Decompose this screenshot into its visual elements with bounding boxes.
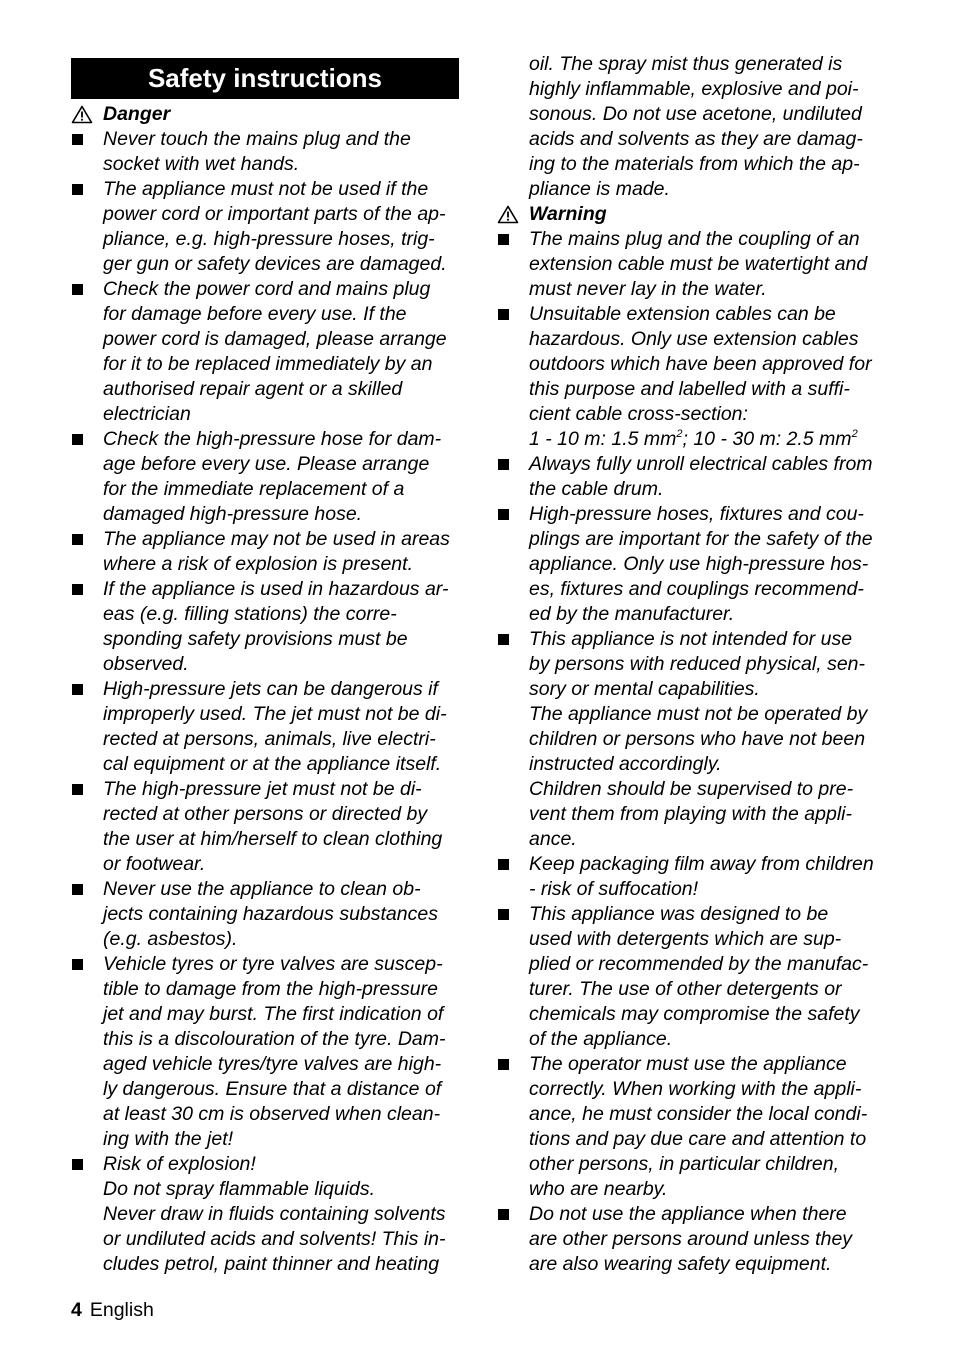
text-line: sonous. Do not use acetone, undiluted	[529, 103, 862, 125]
text-line: Check the power cord and mains plug	[103, 278, 431, 300]
text-line: authorised repair agent or a skilled	[103, 378, 403, 400]
text-line: this purpose and labelled with a suffi-	[529, 378, 850, 400]
text-line: oil. The spray mist thus generated is	[529, 53, 843, 75]
list-item	[497, 502, 889, 627]
text-line: or footwear.	[103, 853, 206, 875]
list-item	[71, 1152, 459, 1277]
text-line: This appliance was designed to be	[529, 903, 829, 925]
square-bullet-icon	[72, 134, 83, 145]
text-line: this is a discolouration of the tyre. Dam-	[103, 1028, 446, 1050]
text-line: ing to the materials from which the ap-	[529, 153, 860, 175]
text-line: Children should be supervised to pre-	[529, 778, 854, 800]
footer-language: English	[89, 1299, 154, 1321]
list-item	[71, 127, 459, 177]
list-item	[71, 177, 459, 277]
text-line: The mains plug and the coupling of an	[529, 228, 860, 250]
text-line: tions and pay due care and attention to	[529, 1128, 867, 1150]
text-line: es, fixtures and couplings recommend-	[529, 578, 864, 600]
list-item	[71, 527, 459, 577]
text-line: hazardous. Only use extension cables	[529, 328, 859, 350]
right-stack	[497, 52, 889, 1277]
text-line: of the appliance.	[529, 1028, 673, 1050]
text-line: chemicals may compromise the safety	[529, 1003, 860, 1025]
warning-list	[497, 227, 889, 1277]
text-line: cal equipment or at the appliance itself.	[103, 753, 442, 775]
text-line: by persons with reduced physical, sen-	[529, 653, 866, 675]
warning-heading	[497, 202, 889, 227]
text-line: socket with wet hands.	[103, 153, 300, 175]
warning-label: Warning	[529, 203, 607, 225]
square-bullet-icon	[72, 959, 83, 970]
text-line: The operator must use the appliance	[529, 1053, 847, 1075]
warning-triangle-icon	[497, 205, 519, 224]
text-line: at least 30 cm is observed when clean-	[103, 1103, 441, 1125]
danger-label: Danger	[103, 103, 171, 125]
text-line: for the immediate replacement of a	[103, 478, 405, 500]
text-line: ly dangerous. Ensure that a distance of	[103, 1078, 442, 1100]
continued-text	[497, 52, 889, 202]
list-item	[71, 777, 459, 877]
square-bullet-icon	[72, 534, 83, 545]
text-line: (e.g. asbestos).	[103, 928, 238, 950]
text-line: appliance. Only use high-pressure hos-	[529, 553, 869, 575]
square-bullet-icon	[72, 434, 83, 445]
spec-superscript: 2	[851, 428, 858, 440]
text-line: ance.	[529, 828, 577, 850]
text-line: High-pressure hoses, fixtures and cou-	[529, 503, 864, 525]
danger-heading	[71, 102, 459, 127]
text-line: rected at other persons or directed by	[103, 803, 428, 825]
list-item	[497, 902, 889, 1052]
list-item	[71, 677, 459, 777]
text-line: used with detergents which are sup-	[529, 928, 842, 950]
text-line: other persons, in particular children,	[529, 1153, 839, 1175]
text-line: improperly used. The jet must not be di-	[103, 703, 447, 725]
text-line: jects containing hazardous substances	[103, 903, 438, 925]
text-line: plings are important for the safety of the	[529, 528, 873, 550]
text-line: cludes petrol, paint thinner and heating	[103, 1253, 440, 1275]
text-line: Do not spray flammable liquids.	[103, 1178, 376, 1200]
text-line: highly inflammable, explosive and poi-	[529, 78, 859, 100]
text-line: Always fully unroll electrical cables from	[529, 453, 873, 475]
text-line: Never draw in fluids containing solvents	[103, 1203, 446, 1225]
square-bullet-icon	[72, 884, 83, 895]
text-line: acids and solvents as they are damag-	[529, 128, 863, 150]
square-bullet-icon	[72, 184, 83, 195]
square-bullet-icon	[498, 859, 509, 870]
text-line: who are nearby.	[529, 1178, 668, 1200]
text-line: are also wearing safety equipment.	[529, 1253, 832, 1275]
text-line: rected at persons, animals, live electri-	[103, 728, 436, 750]
text-line: or undiluted acids and solvents! This in-	[103, 1228, 446, 1250]
square-bullet-icon	[72, 784, 83, 795]
text-line: pliance, e.g. high-pressure hoses, trig-	[103, 228, 435, 250]
text-line: High-pressure jets can be dangerous if	[103, 678, 438, 700]
list-item	[497, 1052, 889, 1202]
text-line: The appliance must not be operated by	[529, 703, 868, 725]
text-line: correctly. When working with the appli-	[529, 1078, 862, 1100]
text-line: cient cable cross-section:	[529, 403, 748, 425]
danger-section	[71, 102, 459, 1277]
list-item	[497, 852, 889, 902]
page-title: Safety instructions	[71, 58, 459, 99]
list-item	[71, 877, 459, 952]
text-line: extension cable must be watertight and	[529, 253, 868, 275]
text-line: pliance is made.	[529, 178, 670, 200]
square-bullet-icon	[498, 234, 509, 245]
text-line: Unsuitable extension cables can be	[529, 303, 836, 325]
text-line: sponding safety provisions must be	[103, 628, 408, 650]
text-line: are other persons around unless they	[529, 1228, 853, 1250]
page-footer	[71, 1298, 154, 1323]
text-line: Vehicle tyres or tyre valves are suscep-	[103, 953, 443, 975]
square-bullet-icon	[498, 309, 509, 320]
square-bullet-icon	[498, 459, 509, 470]
text-line: The appliance may not be used in areas	[103, 528, 450, 550]
text-line: the user at him/herself to clean clothing	[103, 828, 443, 850]
spec-part: 1 - 10 m: 1.5 mm	[529, 428, 677, 450]
text-line: ing with the jet!	[103, 1128, 234, 1150]
list-item	[71, 277, 459, 427]
list-item	[497, 302, 889, 452]
text-line: Never use the appliance to clean ob-	[103, 878, 421, 900]
text-line: children or persons who have not been	[529, 728, 866, 750]
page-number: 4	[71, 1299, 82, 1321]
text-line: ed by the manufacturer.	[529, 603, 735, 625]
list-item	[497, 227, 889, 302]
text-line: - risk of suffocation!	[529, 878, 699, 900]
text-line: The high-pressure jet must not be di-	[103, 778, 422, 800]
text-line: observed.	[103, 653, 189, 675]
square-bullet-icon	[498, 1059, 509, 1070]
text-line: turer. The use of other detergents or	[529, 978, 842, 1000]
text-line: plied or recommended by the manufac-	[529, 953, 869, 975]
text-line: damaged high-pressure hose.	[103, 503, 363, 525]
text-line: Never touch the mains plug and the	[103, 128, 411, 150]
list-item	[71, 577, 459, 677]
text-line: Do not use the appliance when there	[529, 1203, 847, 1225]
text-line: for it to be replaced immediately by an	[103, 353, 433, 375]
text-line: power cord is damaged, please arrange	[103, 328, 447, 350]
text-line: outdoors which have been approved for	[529, 353, 872, 375]
text-line: Keep packaging film away from children	[529, 853, 874, 875]
cable-cross-section-spec	[529, 427, 889, 452]
spec-superscript: 2	[676, 428, 683, 440]
text-line: for damage before every use. If the	[103, 303, 407, 325]
square-bullet-icon	[498, 909, 509, 920]
text-line: instructed accordingly.	[529, 753, 722, 775]
square-bullet-icon	[498, 1209, 509, 1220]
warning-triangle-icon	[71, 105, 93, 124]
list-item	[497, 452, 889, 502]
text-line: must never lay in the water.	[529, 278, 767, 300]
text-line: This appliance is not intended for use	[529, 628, 853, 650]
square-bullet-icon	[72, 584, 83, 595]
text-line: aged vehicle tyres/tyre valves are high-	[103, 1053, 442, 1075]
square-bullet-icon	[72, 684, 83, 695]
text-line: the cable drum.	[529, 478, 664, 500]
square-bullet-icon	[498, 634, 509, 645]
text-line: where a risk of explosion is present.	[103, 553, 413, 575]
text-line: ger gun or safety devices are damaged.	[103, 253, 447, 275]
text-line: Check the high-pressure hose for dam-	[103, 428, 442, 450]
list-item	[71, 427, 459, 527]
text-line: If the appliance is used in hazardous ar-	[103, 578, 449, 600]
text-line: The appliance must not be used if the	[103, 178, 429, 200]
text-line: eas (e.g. filling stations) the corre-	[103, 603, 397, 625]
text-line: jet and may burst. The first indication of	[103, 1003, 444, 1025]
text-line: tible to damage from the high-pressure	[103, 978, 438, 1000]
text-line: vent them from playing with the appli-	[529, 803, 852, 825]
square-bullet-icon	[72, 284, 83, 295]
text-line: electrician	[103, 403, 191, 425]
text-line: Risk of explosion!	[103, 1153, 256, 1175]
list-item	[71, 952, 459, 1152]
spec-part: ; 10 - 30 m: 2.5 mm	[682, 428, 852, 450]
list-item	[497, 1202, 889, 1277]
text-line: age before every use. Please arrange	[103, 453, 430, 475]
danger-list	[71, 127, 459, 1277]
list-item	[497, 627, 889, 852]
text-line: ance, he must consider the local condi-	[529, 1103, 868, 1125]
text-line: sory or mental capabilities.	[529, 678, 760, 700]
square-bullet-icon	[72, 1159, 83, 1170]
square-bullet-icon	[498, 509, 509, 520]
text-line: power cord or important parts of the ap-	[103, 203, 446, 225]
